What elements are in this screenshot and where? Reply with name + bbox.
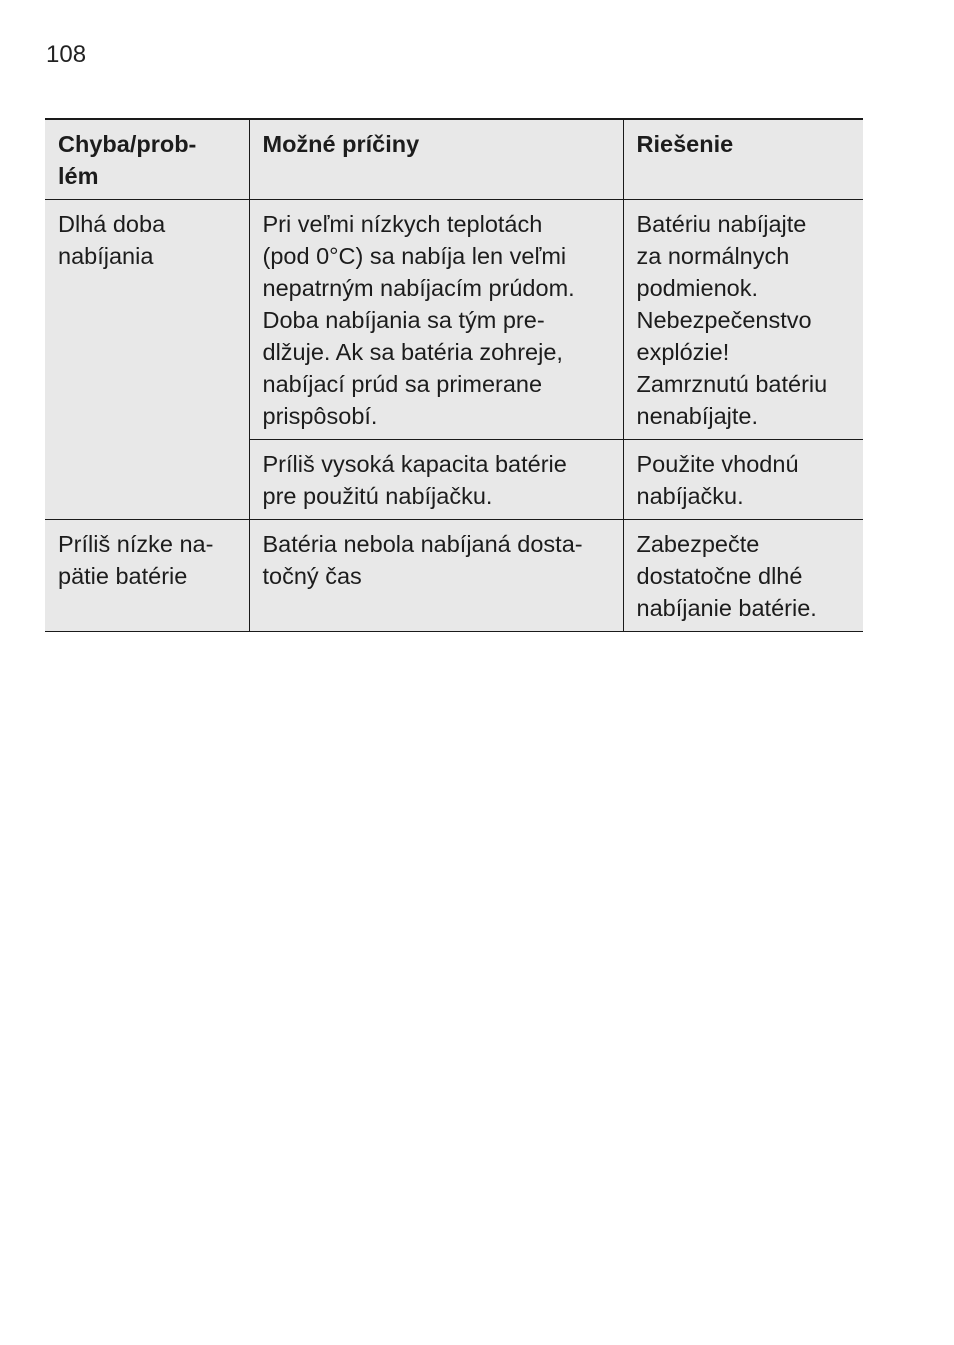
problem-cell: Príliš nízke na- pätie batérie [45,520,249,632]
troubleshooting-table [45,118,863,632]
header-causes: Možné príčiny [249,119,623,200]
table-row [45,520,863,632]
causes-cell: Pri veľmi nízkych teplotách (pod 0°C) sa nabíja len veľmi nepatrným nabíjacím prúdom. Doba nabíjania sa tým pre- dlžuje. Ak sa batéria zohreje, nabíjací prúd sa primerane prispôsobí. [249,200,623,440]
table-header-row [45,119,863,200]
solution-cell: Použite vhodnú nabíjačku. [623,440,863,520]
causes-cell: Batéria nebola nabíjaná dosta- točný čas [249,520,623,632]
table-row [45,200,863,440]
solution-cell: Batériu nabíjajte za normálnych podmienok. Nebezpečenstvo explózie! Zamrznutú batériu nenabíjajte. [623,200,863,440]
page-number: 108 [46,41,87,68]
problem-cell: Dlhá doba nabíjania [45,200,249,520]
solution-cell: Zabezpečte dostatočne dlhé nabíjanie batérie. [623,520,863,632]
header-solution: Riešenie [623,119,863,200]
header-problem: Chyba/prob- lém [45,119,249,200]
causes-cell: Príliš vysoká kapacita batérie pre použitú nabíjačku. [249,440,623,520]
